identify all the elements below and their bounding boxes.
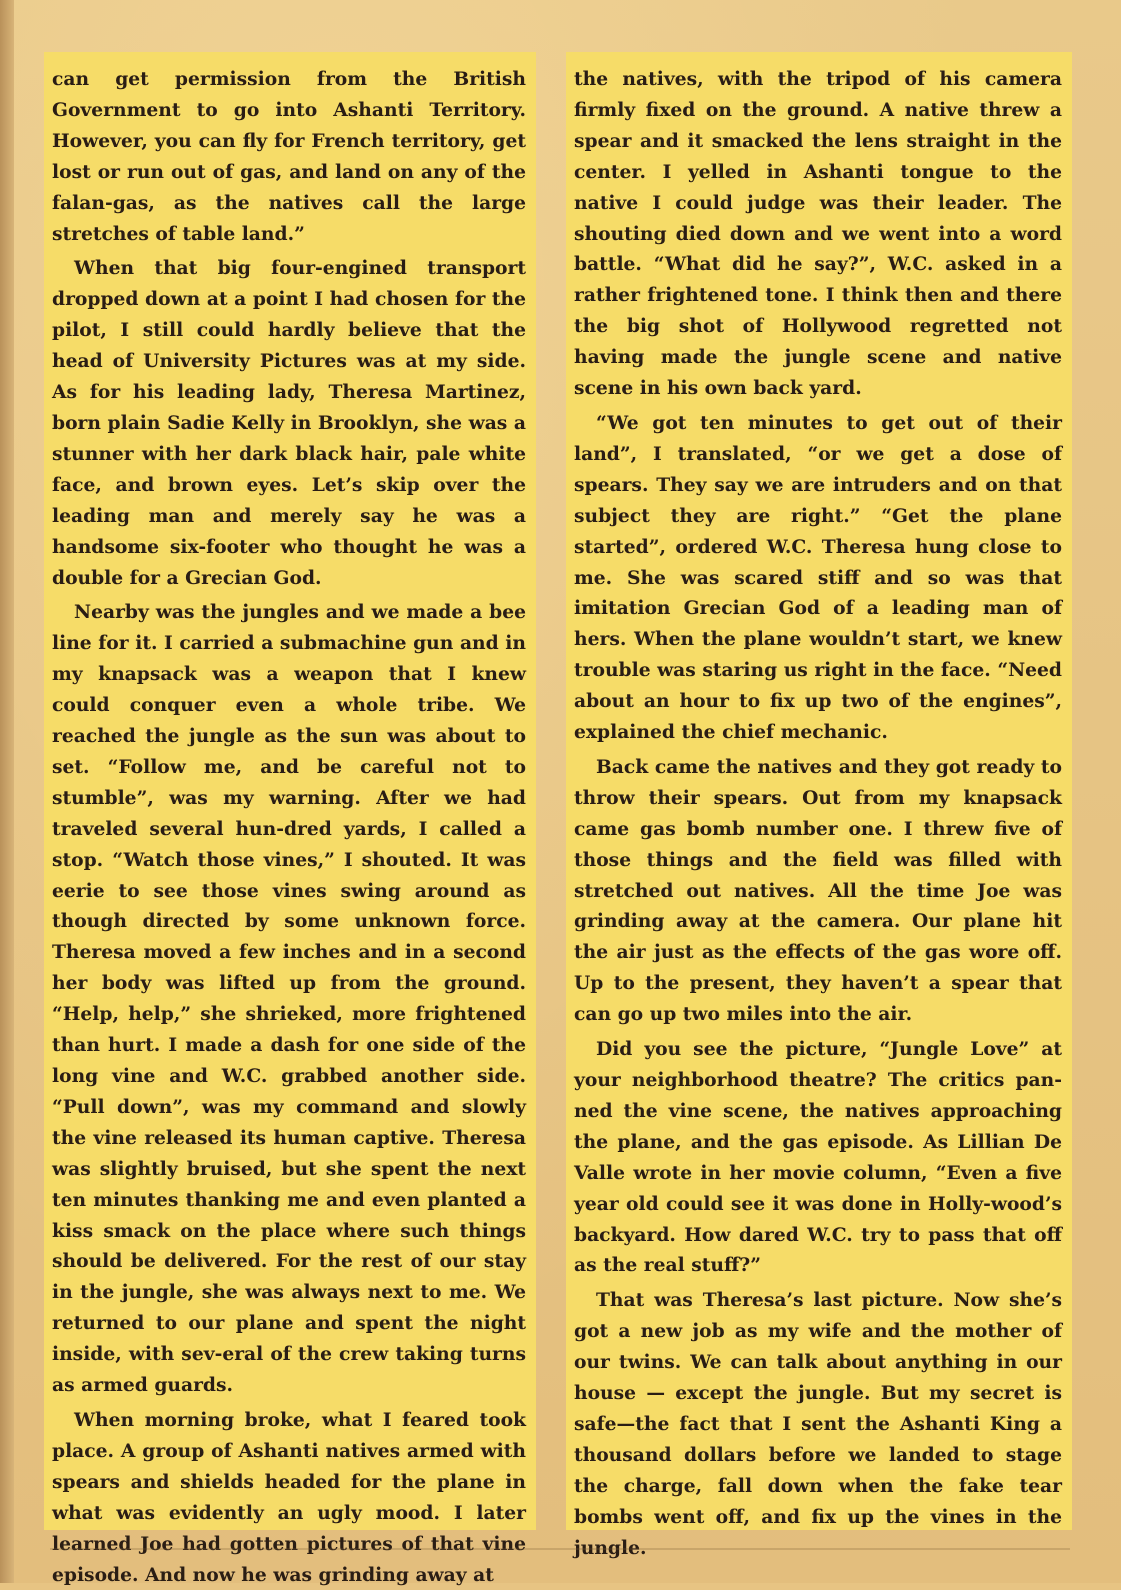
page-spine-edge [0, 0, 14, 1583]
right-paragraph-5: That was Theresa’s last picture. Now she’s got a new job as my wife and the mother of our twins. We can talk about anything in our house — except the jungle. But my secret is safe—the fact that I sent the Ashanti King a thousand dollars before we landed to stage the charge, fall down when the fake tear bombs went off, and fix up the vines in the jungle. [574, 1289, 1062, 1559]
right-paragraph-3: Back came the natives and they got ready to throw their spears. Out from my knapsack came gas bomb number one. I threw five of those things and the field was filled with stretched out natives. All the time Joe was grinding away at the camera. Our plane hit the air just as the effects of the gas wore off. Up to the present, they haven’t a spear that can go up two miles into the air. [574, 755, 1062, 1026]
right-paragraph-1: the natives, with the tripod of his camera firmly fixed on the ground. A native threw a spear and it smacked the lens straight in the center. I yelled in Ashanti tongue to the native I could judge was their leader. The shouting died down and we went into a word battle. “What did he say?”, W.C. asked in a rather frightened tone. I think then and there the big shot of Hollywood regretted not having made the jungle scene and native scene in his own back yard. [574, 68, 1062, 400]
left-paragraph-1: can get permission from the British Government to go into Ashanti Territory. However, you can fly for French territory, get lost or run out of gas, and land on any of the falan-gas, as the natives call the large stretches of table land.” [52, 68, 526, 245]
right-paragraph-4: Did you see the picture, “Jungle Love” at your neighborhood theatre? The critics pan-ned the vine scene, the natives approaching the plane, and the gas episode. As Lillian De Valle wrote in her movie column, “Even a five year old could see it was done in Holly-wood’s backyard. How dared W.C. try to pass that off as the real stuff?” [574, 1038, 1062, 1277]
right-text-column [566, 52, 1072, 1559]
right-paragraph-2: “We got ten minutes to get out of their land”, I translated, “or we get a dose of spears. They say we are intruders and on that subject they are right.” “Get the plane started”, ordered W.C. Theresa hung close to me. She was scared stiff and so was that imitation Grecian God of a leading man of hers. When the plane wouldn’t start, we knew trouble was staring us right in the face. “Need about an hour to fix up two of the engines”, explained the chief mechanic. [574, 411, 1062, 744]
bottom-divider [50, 1548, 1070, 1550]
left-paragraph-4: When morning broke, what I feared took place. A group of Ashanti natives armed with spears and shields headed for the plane in what was evidently an ugly mood. I later learned Joe had gotten pictures of that vine episode. And now he was grinding away at [52, 1408, 526, 1586]
left-text-column [44, 52, 536, 1586]
left-paragraph-2: When that big four-engined transport dropped down at a point I had chosen for the pilot, I still could hardly believe that the head of University Pictures was at my side. As for his leading lady, Theresa Martinez, born plain Sadie Kelly in Brooklyn, she was a stunner with her dark black hair, pale white face, and brown eyes. Let’s skip over the leading man and merely say he was a handsome six-footer who thought he was a double for a Grecian God. [52, 257, 526, 589]
left-paragraph-3: Nearby was the jungles and we made a bee line for it. I carried a submachine gun and in my knapsack was a weapon that I knew could conquer even a whole tribe. We reached the jungle as the sun was about to set. “Follow me, and be careful not to stumble”, was my warning. After we had traveled several hun-dred yards, I called a stop. “Watch those vines,” I shouted. It was eerie to see those vines swing around as though directed by some unknown force. Theresa moved a few inches and in a second her body was lifted up from the ground. “Help, help,” she shrieked, more frightened than hurt. I made a dash for one side of the long vine and W.C. grabbed another side. “Pull down”, was my command and slowly the vine released its human captive. Theresa was slightly bruised, but she spent the next ten minutes thanking me and even planted a kiss smack on the place where such things should be delivered. For the rest of our stay in the jungle, she was always next to me. We returned to our plane and spent the night inside, with sev-eral of the crew taking turns as armed guards. [52, 601, 526, 1397]
